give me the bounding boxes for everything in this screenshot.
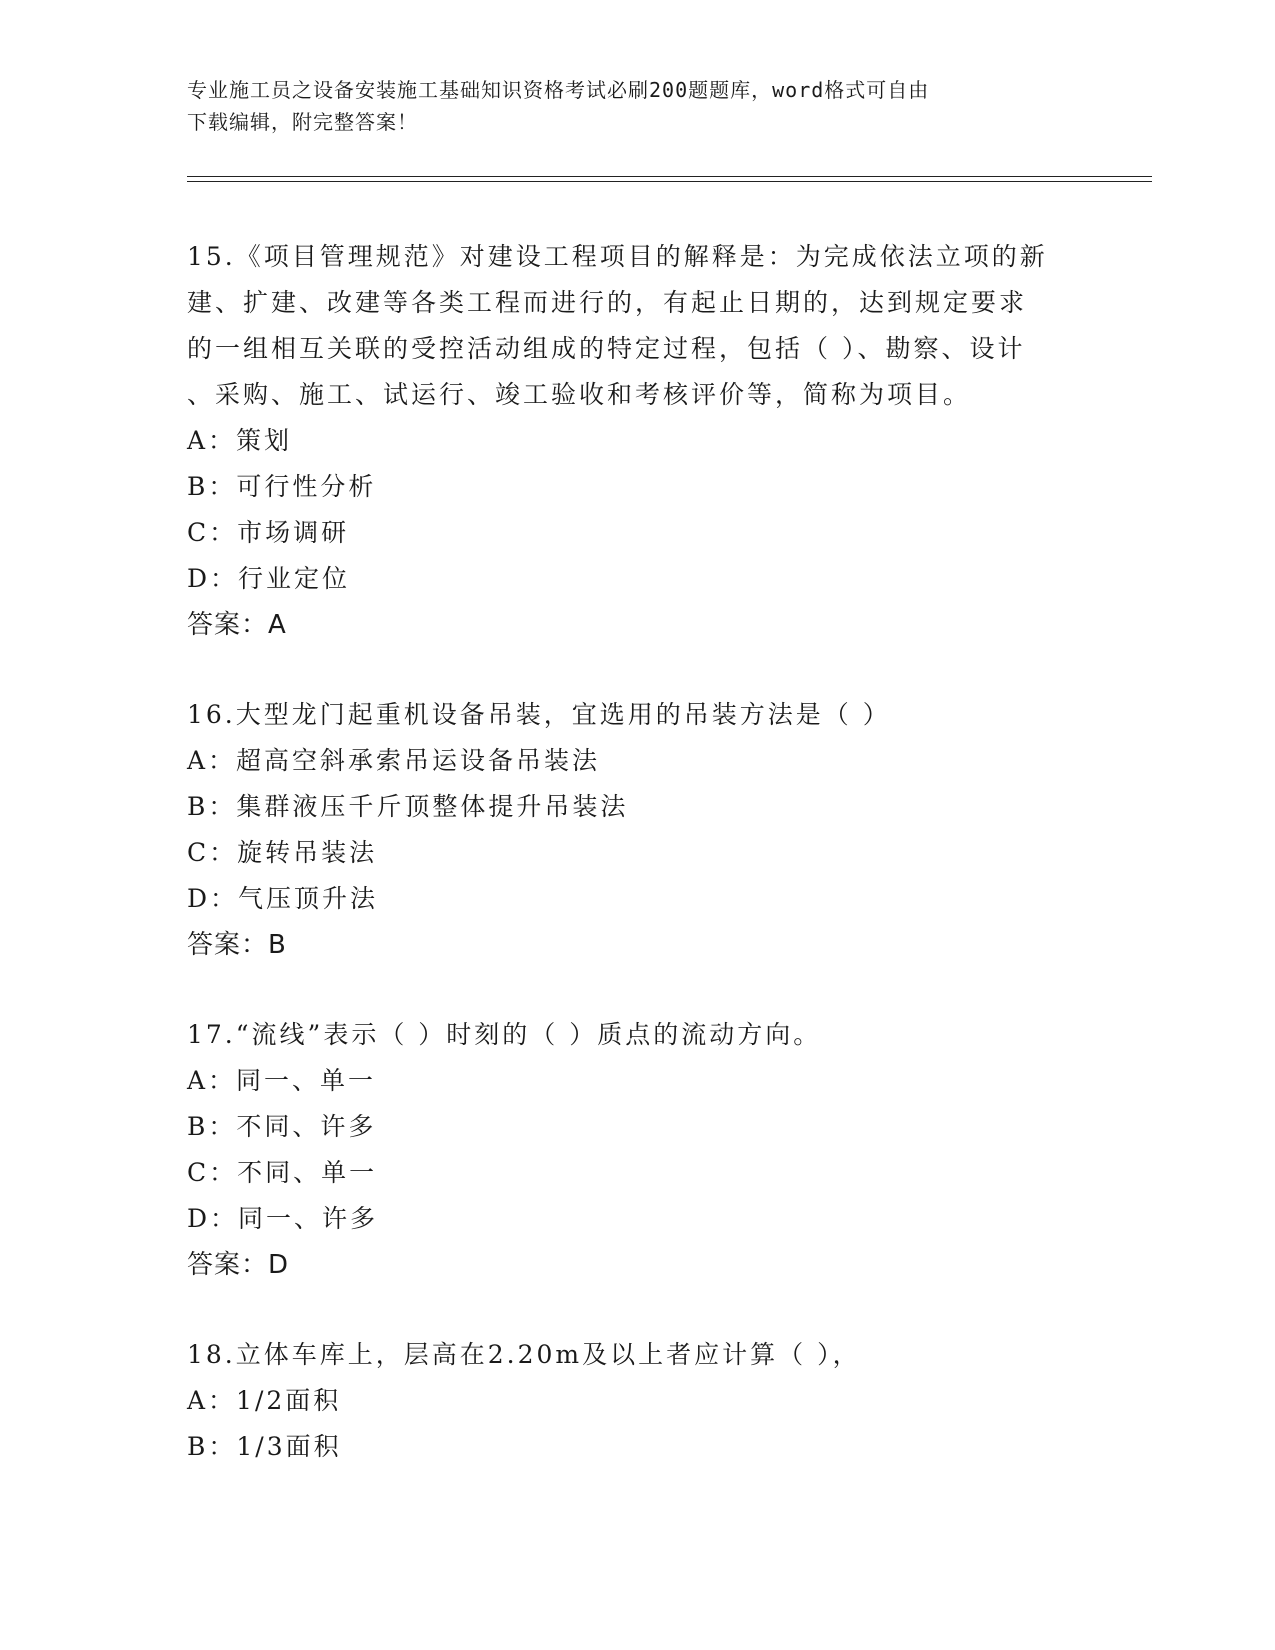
question-stem-line: 17.“流线”表示（ ）时刻的（ ）质点的流动方向。	[187, 1020, 822, 1049]
question-17	[187, 1012, 1077, 1288]
option-a: A：1/2面积	[187, 1386, 342, 1415]
question-stem-line: 建、扩建、改建等各类工程而进行的，有起止日期的，达到规定要求	[187, 288, 1028, 317]
question-stem-line: 、采购、施工、试运行、竣工验收和考核评价等，简称为项目。	[187, 380, 972, 409]
header-line-2: 下载编辑，附完整答案！	[187, 110, 418, 134]
option-b: B：可行性分析	[187, 472, 377, 501]
option-a: A：同一、单一	[187, 1066, 377, 1095]
option-d: D：气压顶升法	[187, 884, 379, 913]
header-divider-top	[187, 176, 1152, 177]
option-d: D：同一、许多	[187, 1204, 379, 1233]
option-a: A：超高空斜承索吊运设备吊装法	[187, 746, 601, 775]
option-b: B：1/3面积	[187, 1432, 342, 1461]
option-c: C：旋转吊装法	[187, 838, 378, 867]
option-c: C：不同、单一	[187, 1158, 378, 1187]
question-stem-line: 的一组相互关联的受控活动组成的特定过程，包括（ ）、勘察、设计	[187, 334, 1026, 363]
question-18	[187, 1332, 1077, 1470]
question-stem-line: 15.《项目管理规范》对建设工程项目的解释是：为完成依法立项的新	[187, 242, 1048, 271]
header-line-1: 专业施工员之设备安装施工基础知识资格考试必刷200题题库，word格式可自由	[187, 78, 930, 102]
option-a: A：策划	[187, 426, 293, 455]
question-list	[187, 234, 1077, 1470]
option-b: B：不同、许多	[187, 1112, 377, 1141]
question-stem-line: 16.大型龙门起重机设备吊装，宜选用的吊装方法是（ ）	[187, 700, 891, 729]
question-16	[187, 692, 1077, 968]
option-c: C：市场调研	[187, 518, 350, 547]
header-divider-bottom	[187, 181, 1152, 182]
document-header	[187, 74, 1067, 138]
option-d: D：行业定位	[187, 564, 351, 593]
question-15	[187, 234, 1077, 648]
question-stem-line: 18.立体车库上，层高在2.20m及以上者应计算（ ），	[187, 1340, 861, 1369]
answer: 答案：A	[187, 610, 287, 640]
option-b: B：集群液压千斤顶整体提升吊装法	[187, 792, 629, 821]
answer: 答案：D	[187, 1250, 290, 1280]
answer: 答案：B	[187, 930, 287, 960]
